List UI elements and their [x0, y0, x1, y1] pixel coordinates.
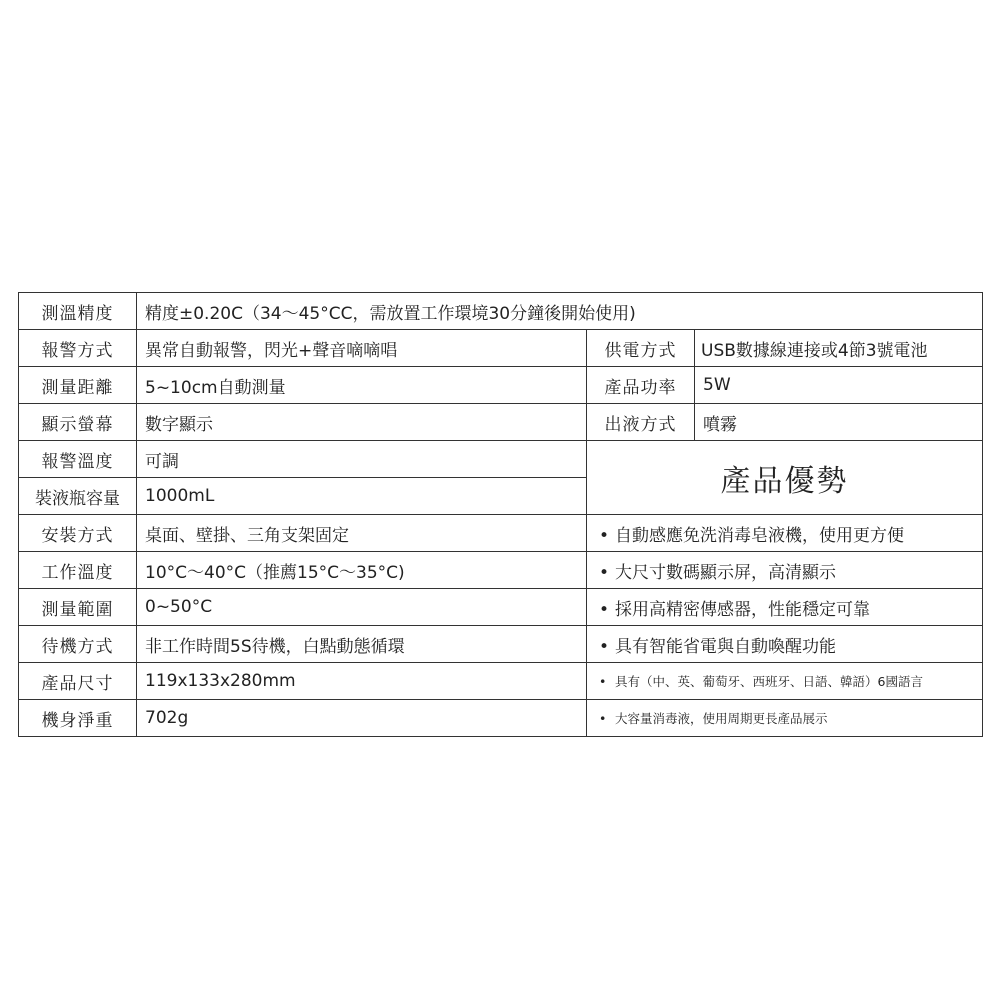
- spec-label: 機身淨重: [19, 700, 137, 737]
- bullet-icon: •: [599, 562, 610, 583]
- spec-value: 異常自動報警，閃光+聲音嘀嘀唱: [137, 330, 587, 367]
- spec-value: 5~10cm自動測量: [137, 367, 587, 404]
- advantage-text: 大尺寸數碼顯示屏，高清顯示: [615, 562, 836, 583]
- spec-value: 非工作時間5S待機，白點動態循環: [137, 626, 587, 663]
- bullet-icon: •: [599, 599, 610, 620]
- spec-label: 測量距離: [19, 367, 137, 404]
- table-row: [19, 700, 983, 737]
- spec-label: 報警溫度: [19, 441, 137, 478]
- advantage-item: [587, 552, 983, 589]
- table-row: [19, 515, 983, 552]
- spec-label: 待機方式: [19, 626, 137, 663]
- spec-label: 顯示螢幕: [19, 404, 137, 441]
- bullet-icon: •: [599, 525, 610, 546]
- advantage-text: 具有智能省電與自動喚醒功能: [615, 636, 836, 657]
- spec-label: 產品功率: [587, 367, 695, 404]
- advantage-text: 自動感應免洗消毒皂液機，使用更方便: [615, 525, 904, 546]
- spec-label: 產品尺寸: [19, 663, 137, 700]
- advantage-text: 採用高精密傳感器，性能穩定可靠: [615, 599, 870, 620]
- table-row: [19, 293, 983, 330]
- advantage-item: [587, 515, 983, 552]
- spec-label: 測量範圍: [19, 589, 137, 626]
- table-row: [19, 663, 983, 700]
- spec-label: 安裝方式: [19, 515, 137, 552]
- spec-label: 裝液瓶容量: [19, 478, 137, 515]
- table-row: [19, 626, 983, 663]
- spec-value: 5W: [695, 367, 983, 404]
- bullet-icon: •: [599, 636, 610, 657]
- spec-value: 可調: [137, 441, 587, 478]
- spec-value: 10°C～40°C（推薦15°C～35°C): [137, 552, 587, 589]
- advantage-item: [587, 626, 983, 663]
- bullet-icon: •: [599, 711, 607, 726]
- spec-value: 1000mL: [137, 478, 587, 515]
- spec-value: 數字顯示: [137, 404, 587, 441]
- spec-value: 精度±0.20C（34～45°CC，需放置工作環境30分鐘後開始使用): [137, 293, 983, 330]
- table-row: [19, 404, 983, 441]
- table-row: [19, 552, 983, 589]
- spec-value: 702g: [137, 700, 587, 737]
- advantage-item: [587, 663, 983, 700]
- spec-label: 供電方式: [587, 330, 695, 367]
- table-row: [19, 330, 983, 367]
- spec-value: USB數據線連接或4節3號電池: [695, 330, 983, 367]
- advantage-text: 大容量消毒液，使用周期更長產品展示: [615, 711, 828, 726]
- spec-value: 119x133x280mm: [137, 663, 587, 700]
- spec-value: 噴霧: [695, 404, 983, 441]
- advantage-text: 具有（中、英、葡萄牙、西班牙、日語、韓語）6國語言: [615, 674, 923, 689]
- spec-label: 測溫精度: [19, 293, 137, 330]
- spec-value: 0~50°C: [137, 589, 587, 626]
- bullet-icon: •: [599, 674, 607, 689]
- spec-value: 桌面、壁掛、三角支架固定: [137, 515, 587, 552]
- advantages-title: 產品優勢: [587, 441, 983, 515]
- table-row: [19, 589, 983, 626]
- spec-label: 報警方式: [19, 330, 137, 367]
- table-row: [19, 367, 983, 404]
- table-row: [19, 441, 983, 478]
- advantage-item: [587, 700, 983, 737]
- advantage-item: [587, 589, 983, 626]
- spec-label: 出液方式: [587, 404, 695, 441]
- spec-table: [18, 292, 983, 737]
- spec-label: 工作溫度: [19, 552, 137, 589]
